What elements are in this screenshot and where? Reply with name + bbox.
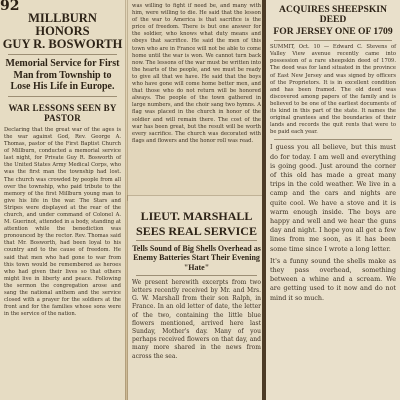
letter-body-continued: It's a funny sound the shells make as they pass overhead, something between a whine and a scream. We are getting used to it now and do not mind it so much.	[270, 256, 396, 302]
article-body: was willing to fight if need be, and many with him, were willing to die. He said that the lesson of the war to America is that sacrifice is the price of freedom. There is but one answer for the soldier, who knows what duty means and obeys that sacrifice. He said the men of this town who are in France will not be able to come home until the war is won. We cannot turn back now. The lessons of the war must be written into the hearts of the people, and we must be ready to give all that we have. He said that the boys who have gone will come home better men, and that those who do not return will be honored always. The people of the town gathered in large numbers, and the choir sang two hymns. A flag was placed in the church in honor of the soldier and will remain there. The cost of the war has been great, but the result will be worth every sacrifice. The church was decorated with flags and flowers and the honor roll was read.	[132, 3, 261, 144]
article-body: SUMMIT, Oct. 10 — Edward C. Stevens of Valley View avenue recently came into possession of a rare sheepskin deed of 1709. The deed was for land situated in the province of East New Jersey and was signed by officers of the Proprietors. It is in excellent condition and has been framed. The old deed was discovered among papers of the family and is believed to be one of the earliest documents of its kind in this part of the state. It names the original grantees and the boundaries of their lands and records the quit rents that were to be paid each year.	[270, 44, 396, 136]
divider	[136, 275, 257, 276]
article-sheepskin-deed	[266, 0, 400, 400]
article-continuation	[128, 0, 265, 200]
article-subhead: WAR LESSONS SEEN BY PASTOR	[8, 102, 117, 123]
headline-line-2: SEES REAL SERVICE	[136, 223, 257, 238]
article-lieut-marshall	[128, 196, 265, 400]
article-body: We present herewith excerpts from two letters recently received by Mr. and Mrs. G. W. Marshall from their son Ralph, in France. In an old letter of date, the letter of the two, containing the little blue flowers mentioned, arrived here last Sunday, Mother's day. Many of you perhaps received flowers on that day, and many more shared in the news from across the sea.	[132, 278, 261, 360]
divider	[274, 139, 392, 140]
article-millburn-honors	[0, 0, 125, 400]
divider	[8, 96, 117, 97]
headline-line-1: MILLBURN HONORS	[28, 11, 97, 39]
article-deck: Tells Sound of Big Shells Overhead as Enemy Batteries Start Their Evening "Hate"	[132, 244, 261, 272]
headline-line-1: ACQUIRES SHEEPSKIN DEED	[279, 4, 387, 26]
article-deck: Memorial Service for First Man from Township to Lose His Life in Europe.	[5, 58, 120, 93]
headline-line-2: FOR JERSEY ONE OF 1709	[273, 26, 393, 38]
headline-line-2: GUY R. BOSWORTH	[2, 37, 123, 52]
letter-body: I guess you all believe, but this must do for today. I am well and everything is going good. Just around the corner of this old has made a great many trips in the cold weather. We live in a camp and the cars and nights are quite cool. We have a stove and it is warm enough inside. The boys are happy and well and we hear the guns day and night. I hope you all get a few lines from me soon, as it has been some time since I wrote a long letter.	[270, 143, 396, 253]
article-body: Declaring that the great war of the ages is the war against God, Rev. George A. Thomas, pastor of the First Baptist Church of Millburn, conducted a memorial service last night, for Private Guy R. Bosworth of the United States Army Medical Corps, who was the first man the township had lost. The church was crowded by people from all over the township, who paid tribute to the memory of the first Millburn young man to give his life in the war. The Stars and Stripes were displayed at the rear of the church, and under command of Colonel A. M. Guerinot, attended in a body, standing at attention while the benediction was pronounced by the rector. Rev. Thomas said that Mr. Bosworth, had been loyal to his country and to the cause of freedom. He said that men who had gone to war from this town would be remembered as heroes who had given their lives so that others might live in liberty and peace. Following the sermon the congregation arose and sang the national anthem and the service closed with a prayer for the soldiers at the front and for the families whose sons were in the service of the nation.	[4, 126, 121, 318]
divider	[136, 240, 257, 241]
headline-line-1: LIEUT. MARSHALL	[140, 209, 253, 223]
corner-mark: 92	[0, 0, 20, 14]
divider	[274, 40, 392, 41]
page-fold-shadow	[262, 0, 266, 400]
divider	[8, 54, 117, 55]
